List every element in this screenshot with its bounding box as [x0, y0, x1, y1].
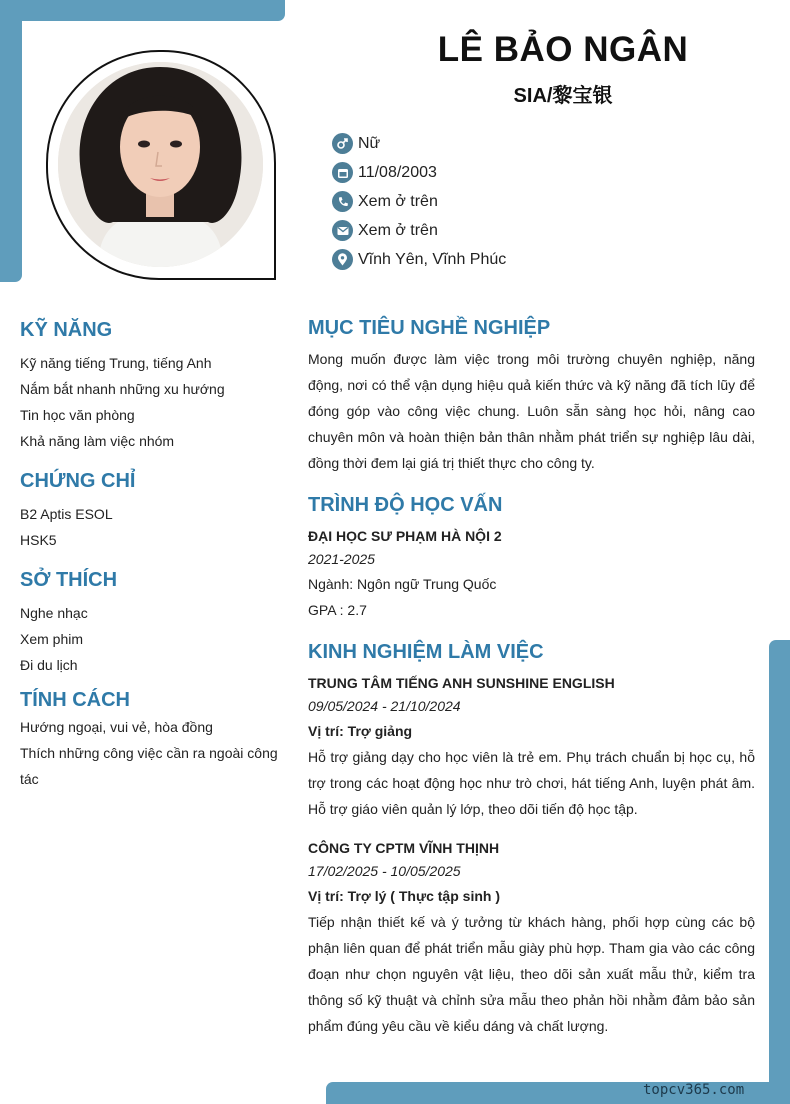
job-period: 09/05/2024 - 21/10/2024: [308, 698, 461, 714]
education-major: Ngành: Ngôn ngữ Trung Quốc: [308, 576, 497, 592]
job-company: CÔNG TY CPTM VĨNH THỊNH: [308, 840, 500, 856]
certificate-item: B2 Aptis ESOL: [20, 506, 113, 522]
job-period: 17/02/2025 - 10/05/2025: [308, 863, 461, 879]
certificates-heading: CHỨNG CHỈ: [20, 470, 136, 492]
personality-item: Thích những công việc cần ra ngoài công tác: [20, 745, 278, 787]
calendar-icon: [332, 162, 353, 183]
skills-list: [20, 350, 225, 454]
contact-phone: Xem ở trên: [332, 187, 506, 216]
skill-item: Kỹ năng tiếng Trung, tiếng Anh: [20, 355, 212, 371]
job-description: Tiếp nhận thiết kế và ý tưởng từ khách hàng, phối hợp cùng các bộ phận liên quan để phát triển mẫu giày phù hợp. Tham gia vào các công đoạn như chọn nguyên vật liệu, theo dõi sản xuất mẫu thử, kiểm tra thông số kỹ thuật và chỉnh sửa mẫu theo phản hồi nhằm đảm bảo sản phẩm đúng yêu cầu về kiểu dáng và chất lượng.: [308, 914, 755, 1034]
candidate-subtitle: SIA/黎宝银: [513, 85, 613, 107]
experience-heading: KINH NGHIỆM LÀM VIỆC: [308, 641, 544, 663]
objective-heading: MỤC TIÊU NGHỀ NGHIỆP: [308, 317, 551, 339]
hobbies-heading: SỞ THÍCH: [20, 569, 118, 591]
contact-gender: Nữ: [332, 129, 506, 158]
education-gpa: GPA : 2.7: [308, 602, 367, 618]
certificate-item: HSK5: [20, 532, 57, 548]
job-position: Vị trí: Trợ giảng: [308, 723, 413, 739]
education-period: 2021-2025: [308, 551, 375, 567]
skills-heading: KỸ NĂNG: [20, 319, 113, 341]
contact-email: Xem ở trên: [332, 216, 506, 245]
job-description: Hỗ trợ giảng dạy cho học viên là trẻ em. Phụ trách chuẩn bị học cụ, hỗ trợ trong các hoạt động học như trò chơi, hát tiếng Anh, luyện phát âm. Hỗ trợ giáo viên quản lý lớp, theo dõi tiến độ học tập.: [308, 749, 755, 817]
contact-birthday: 11/08/2003: [332, 158, 506, 187]
skill-item: Tin học văn phòng: [20, 407, 135, 423]
profile-photo: [58, 62, 263, 267]
objective-text: Mong muốn được làm việc trong môi trường chuyên nghiệp, năng động, nơi có thể vận dụng hiệu quả kiến thức và kỹ năng đã tích lũy để đóng góp vào công việc chung. Luôn sẵn sàng học hỏi, nâng cao chuyên môn và hoàn thiện bản thân nhằm phát triển sự nghiệp lâu dài, đồng thời đem lại giá trị thiết thực cho công ty.: [308, 351, 755, 471]
location-icon: [332, 249, 353, 270]
phone-icon: [332, 191, 353, 212]
certificates-list: [20, 501, 113, 553]
skill-item: Khả năng làm việc nhóm: [20, 433, 175, 449]
left-accent-bar: [0, 0, 22, 282]
email-icon: [332, 220, 353, 241]
watermark: topcv365.com: [643, 1082, 745, 1098]
hobbies-list: [20, 600, 88, 678]
right-accent-bar: [769, 640, 790, 1104]
hobby-item: Nghe nhạc: [20, 605, 88, 621]
candidate-name: LÊ BẢO NGÂN: [437, 30, 689, 69]
personality-item: Hướng ngoại, vui vẻ, hòa đồng: [20, 719, 213, 735]
personality-list: [20, 714, 282, 792]
job-position: Vị trí: Trợ lý ( Thực tập sinh ): [308, 888, 500, 904]
education-heading: TRÌNH ĐỘ HỌC VẤN: [308, 494, 503, 516]
gender-icon: [332, 133, 353, 154]
hobby-item: Đi du lịch: [20, 657, 78, 673]
skill-item: Nắm bắt nhanh những xu hướng: [20, 381, 225, 397]
top-accent-bar: [0, 0, 285, 21]
hobby-item: Xem phim: [20, 631, 84, 647]
education-school: ĐẠI HỌC SƯ PHẠM HÀ NỘI 2: [308, 528, 502, 544]
personality-heading: TÍNH CÁCH: [20, 689, 130, 711]
job-company: TRUNG TÂM TIẾNG ANH SUNSHINE ENGLISH: [308, 675, 615, 691]
contact-list: [332, 129, 506, 274]
contact-location: Vĩnh Yên, Vĩnh Phúc: [332, 245, 506, 274]
